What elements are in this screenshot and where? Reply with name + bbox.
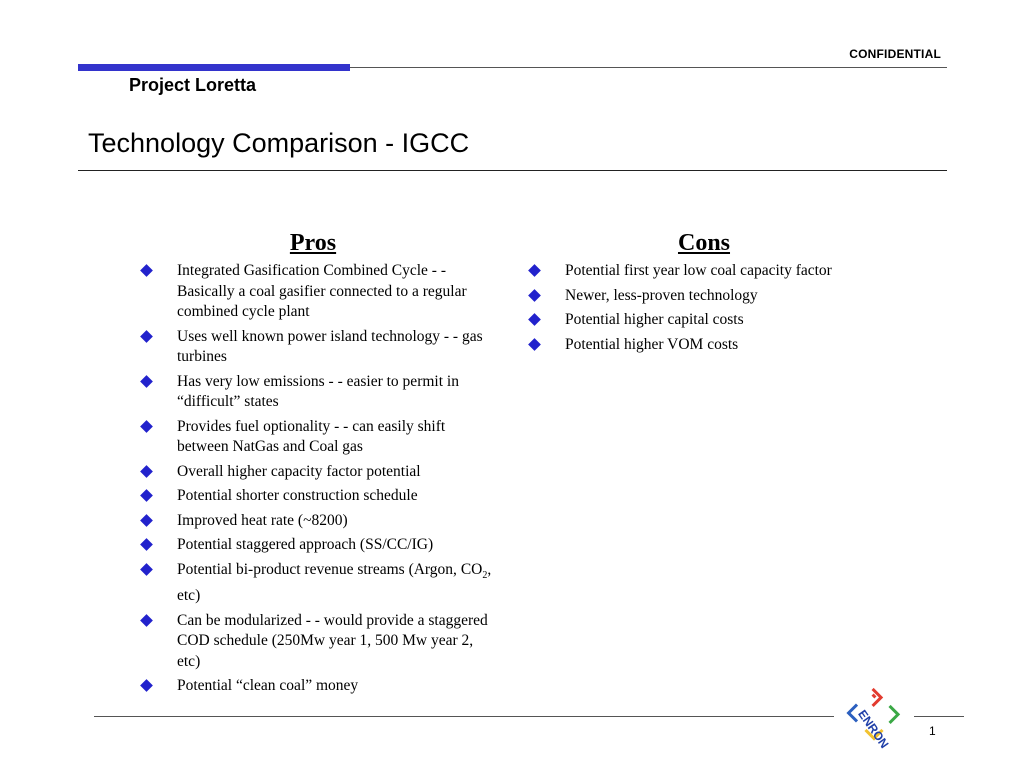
diamond-bullet-icon [140, 679, 153, 692]
accent-bar [78, 64, 350, 71]
diamond-bullet-icon [140, 614, 153, 627]
list-item: Integrated Gasification Combined Cycle - - Basically a coal gasifier connected to a regular combined cycle plant [138, 261, 497, 323]
slide-title: Technology Comparison - IGCC [88, 128, 470, 158]
diamond-bullet-icon [528, 313, 541, 326]
list-item: Newer, less-proven technology [526, 286, 882, 307]
diamond-bullet-icon [528, 264, 541, 277]
diamond-bullet-icon [140, 330, 153, 343]
diamond-bullet-icon [528, 289, 541, 302]
bottom-rule [94, 716, 834, 717]
list-item: Improved heat rate (~8200) [138, 511, 497, 532]
list-item: Potential shorter construction schedule [138, 486, 497, 507]
list-item: Potential higher capital costs [526, 310, 882, 331]
diamond-bullet-icon [140, 420, 153, 433]
cons-column [526, 228, 882, 359]
diamond-bullet-icon [140, 489, 153, 502]
cons-list [526, 261, 882, 355]
list-item: Overall higher capacity factor potential [138, 462, 497, 483]
enron-logo-icon [836, 680, 914, 752]
list-item: Uses well known power island technology - - gas turbines [138, 327, 497, 368]
page-number: 1 [929, 724, 936, 738]
list-item: Provides fuel optionality - - can easily shift between NatGas and Coal gas [138, 417, 497, 458]
list-item: Potential first year low coal capacity factor [526, 261, 882, 282]
diamond-bullet-icon [140, 264, 153, 277]
diamond-bullet-icon [528, 338, 541, 351]
project-name: Project Loretta [129, 75, 257, 95]
list-item: Potential higher VOM costs [526, 335, 882, 356]
confidential-label: CONFIDENTIAL [849, 47, 941, 61]
list-item: Potential bi-product revenue streams (Argon, $CO_2$, etc) [138, 560, 497, 607]
diamond-bullet-icon [140, 514, 153, 527]
diamond-bullet-icon [140, 465, 153, 478]
diamond-bullet-icon [140, 563, 153, 576]
bottom-rule-right [914, 716, 964, 717]
diamond-bullet-icon [140, 538, 153, 551]
enron-logo-text: ENRON [855, 707, 892, 751]
list-item: Can be modularized - - would provide a staggered COD schedule (250Mw year 1, 500 Mw year 2, etc) [138, 611, 497, 673]
pros-column [138, 228, 494, 701]
title-rule [78, 170, 947, 171]
list-item: Potential “clean coal” money [138, 676, 497, 697]
pros-list [138, 261, 494, 697]
diamond-bullet-icon [140, 375, 153, 388]
list-item: Has very low emissions - - easier to permit in “difficult” states [138, 372, 497, 413]
list-item: Potential staggered approach (SS/CC/IG) [138, 535, 497, 556]
cons-heading: Cons [677, 230, 731, 256]
pros-heading: Pros [289, 230, 337, 256]
